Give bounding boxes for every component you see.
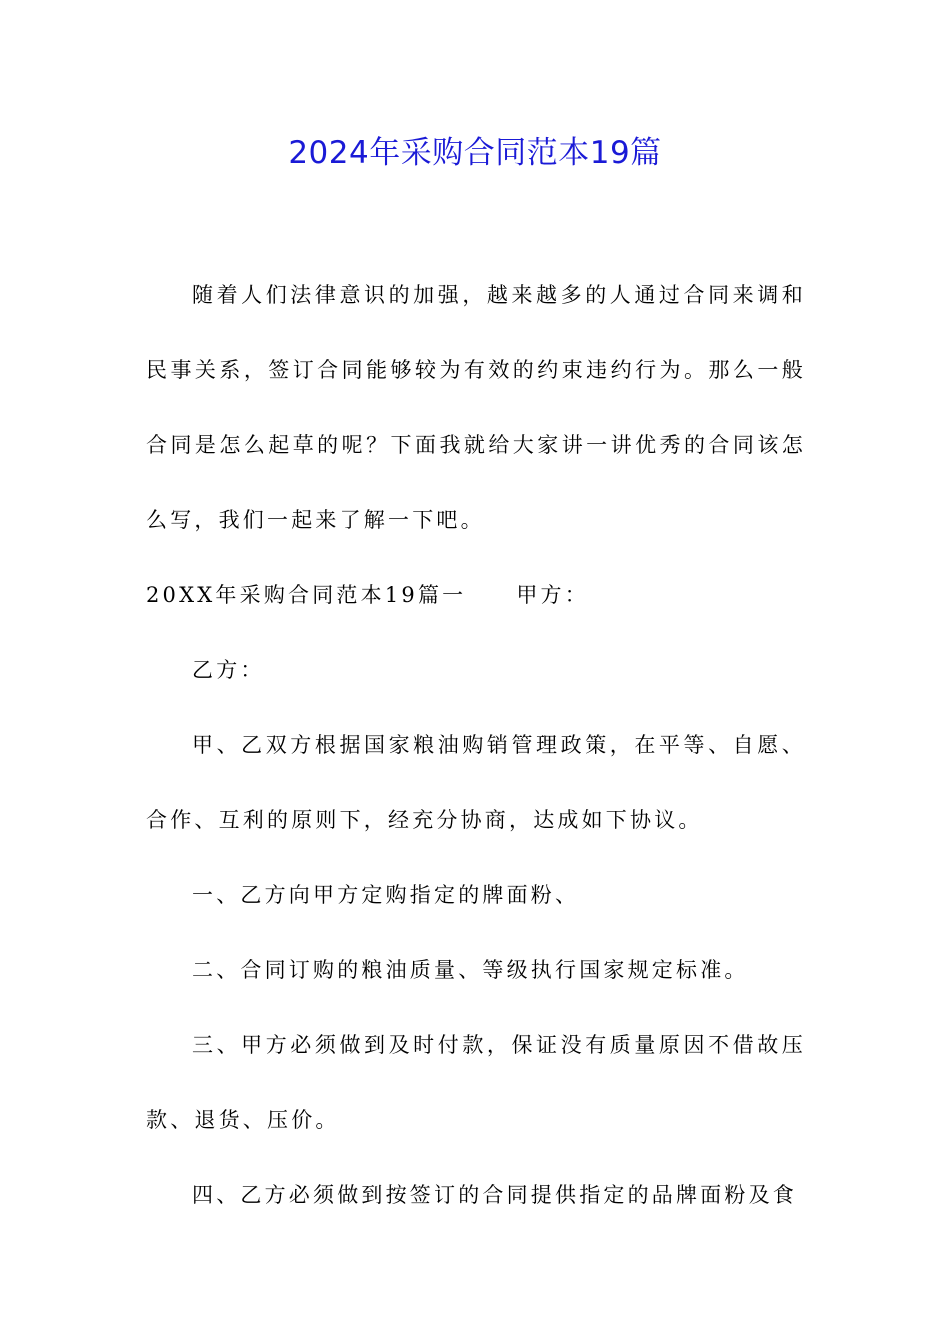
- clause-paragraph: 一、乙方向甲方定购指定的牌面粉、: [192, 883, 580, 907]
- section-heading-line: [146, 558, 806, 633]
- party-b-label: 乙方：: [192, 658, 265, 682]
- clause-paragraph: 二、合同订购的粮油质量、等级执行国家规定标准。: [192, 958, 749, 982]
- document-body: [146, 258, 806, 1233]
- party-a-label: 甲方：: [516, 583, 589, 607]
- clause-paragraph: 三、甲方必须做到及时付款，保证没有质量原因不借故压款、退货、压价。: [146, 1033, 806, 1132]
- document-title: 2024年采购合同范本19篇: [288, 135, 662, 171]
- clause-paragraph: 甲、乙双方根据国家粮油购销管理政策，在平等、自愿、合作、互利的原则下，经充分协商，达成如下协议。: [146, 733, 806, 832]
- intro-paragraph: 随着人们法律意识的加强，越来越多的人通过合同来调和民事关系，签订合同能够较为有效的约束违约行为。那么一般合同是怎么起草的呢？下面我就给大家讲一讲优秀的合同该怎么写，我们一起来了解一下吧。: [146, 283, 806, 532]
- section-heading: 20XX年采购合同范本19篇一: [146, 583, 467, 607]
- clause-paragraph: 四、乙方必须做到按签订的合同提供指定的品牌面粉及食: [192, 1183, 797, 1207]
